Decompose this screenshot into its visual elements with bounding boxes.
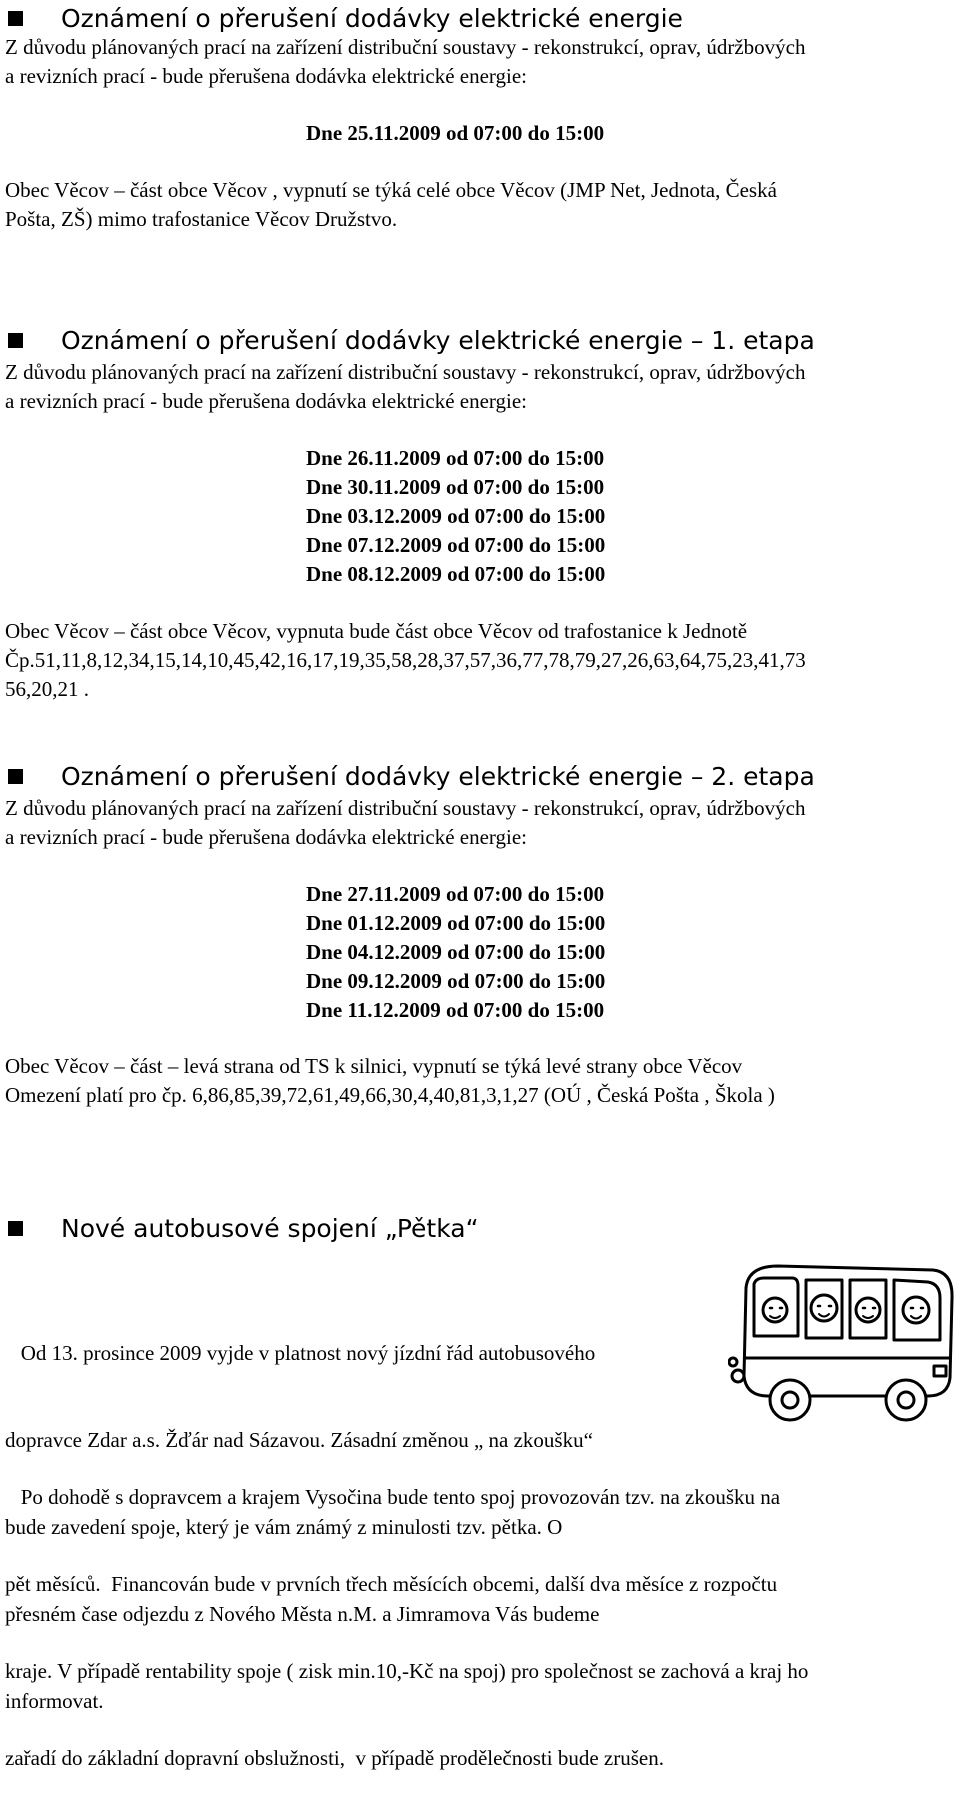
section3-heading-text: Oznámení o přerušení dodávky elektrické energie – 2. etapa — [61, 761, 815, 791]
intro-line: a revizních prací - bude přerušena dodávka elektrické energie: — [5, 64, 528, 88]
section3-dates — [306, 880, 605, 1025]
section1-intro — [5, 33, 955, 91]
intro-line: a revizních prací - bude přerušena dodávka elektrické energie: — [5, 825, 528, 849]
outage-date: Dne 26.11.2009 od 07:00 do 15:00 — [306, 446, 605, 470]
intro-line: Z důvodu plánovaných prací na zařízení distribuční soustavy - rekonstrukcí, oprav, údržbových — [5, 360, 806, 384]
section1-heading — [8, 0, 683, 36]
outage-date: Dne 30.11.2009 od 07:00 do 15:00 — [306, 475, 605, 499]
note-line: Pošta, ZŠ) mimo trafostanice Věcov Družstvo. — [5, 207, 398, 231]
paragraph-line: zařadí do základní dopravní obslužnosti, v případě prodělečnosti bude zrušen. — [5, 1746, 664, 1770]
outage-date: Dne 08.12.2009 od 07:00 do 15:00 — [306, 562, 606, 586]
outage-date: Dne 11.12.2009 od 07:00 do 15:00 — [306, 998, 605, 1022]
intro-line: Z důvodu plánovaných prací na zařízení distribuční soustavy - rekonstrukcí, oprav, údržbových — [5, 35, 806, 59]
section3-heading — [8, 758, 815, 794]
paragraph-line: Po dohodě s dopravcem a krajem Vysočina bude tento spoj provozován tzv. na zkoušku na — [5, 1485, 781, 1509]
section1-heading-text: Oznámení o přerušení dodávky elektrické energie — [61, 3, 683, 33]
section2-intro — [5, 358, 955, 416]
section4-heading-text: Nové autobusové spojení „Pětka“ — [61, 1213, 479, 1243]
note-line: Obec Věcov – část – levá strana od TS k silnici, vypnutí se týká levé strany obce Věcov — [5, 1054, 743, 1078]
section4-heading — [8, 1210, 479, 1246]
paragraph-line: Od 13. prosince 2009 vyjde v platnost nový jízdní řád autobusového — [5, 1341, 596, 1365]
outage-date: Dne 27.11.2009 od 07:00 do 15:00 — [306, 882, 605, 906]
section1-note — [5, 176, 955, 234]
outage-date: Dne 25.11.2009 od 07:00 do 15:00 — [306, 121, 605, 145]
note-line: Čp.51,11,8,12,34,15,14,10,45,42,16,17,19,35,58,28,37,57,36,77,78,79,27,26,63,64,75,23,41,73 — [5, 648, 806, 672]
intro-line: a revizních prací - bude přerušena dodávka elektrické energie: — [5, 389, 528, 413]
paragraph-line: kraje. V případě rentability spoje ( zisk min.10,-Kč na spoj) pro společnost se zachová a kraj ho — [5, 1659, 809, 1683]
paragraph-line: dopravce Zdar a.s. Žďár nad Sázavou. Zásadní změnou „ na zkoušku“ — [5, 1428, 593, 1452]
square-bullet-icon — [8, 333, 23, 348]
section2-dates — [306, 444, 605, 589]
outage-date: Dne 07.12.2009 od 07:00 do 15:00 — [306, 533, 606, 557]
section3-note — [5, 1052, 955, 1110]
bus-cartoon-icon — [728, 1258, 958, 1428]
section1-dates — [306, 119, 604, 148]
note-line: Obec Věcov – část obce Věcov , vypnutí se týká celé obce Věcov (JMP Net, Jednota, Česká — [5, 178, 777, 202]
section2-note — [5, 617, 955, 704]
square-bullet-icon — [8, 1221, 23, 1236]
square-bullet-icon — [8, 769, 23, 784]
section2-heading-text: Oznámení o přerušení dodávky elektrické energie – 1. etapa — [61, 325, 815, 355]
outage-date: Dne 03.12.2009 od 07:00 do 15:00 — [306, 504, 606, 528]
outage-date: Dne 04.12.2009 od 07:00 do 15:00 — [306, 940, 606, 964]
outage-date: Dne 01.12.2009 od 07:00 do 15:00 — [306, 911, 606, 935]
section2-heading — [8, 322, 815, 358]
outage-date: Dne 09.12.2009 od 07:00 do 15:00 — [306, 969, 606, 993]
note-line: Obec Věcov – část obce Věcov, vypnuta bude část obce Věcov od trafostanice k Jednotě — [5, 619, 748, 643]
note-line: Omezení platí pro čp. 6,86,85,39,72,61,49,66,30,4,40,81,3,1,27 (OÚ , Česká Pošta , Škola ) — [5, 1083, 775, 1107]
square-bullet-icon — [8, 11, 23, 26]
intro-line: Z důvodu plánovaných prací na zařízení distribuční soustavy - rekonstrukcí, oprav, údržbových — [5, 796, 806, 820]
paragraph-line: přesném čase odjezdu z Nového Města n.M. a Jimramova Vás budeme — [5, 1602, 600, 1626]
note-line: 56,20,21 . — [5, 677, 89, 701]
paragraph-line: pět měsíců. Financován bude v prvních třech měsících obcemi, další dva měsíce z rozpočtu — [5, 1572, 778, 1596]
section3-intro — [5, 794, 955, 852]
section4-paragraph2 — [5, 1425, 955, 1802]
paragraph-line: informovat. — [5, 1689, 104, 1713]
paragraph-line: bude zavedení spoje, který je vám známý z minulosti tzv. pětka. O — [5, 1515, 563, 1539]
